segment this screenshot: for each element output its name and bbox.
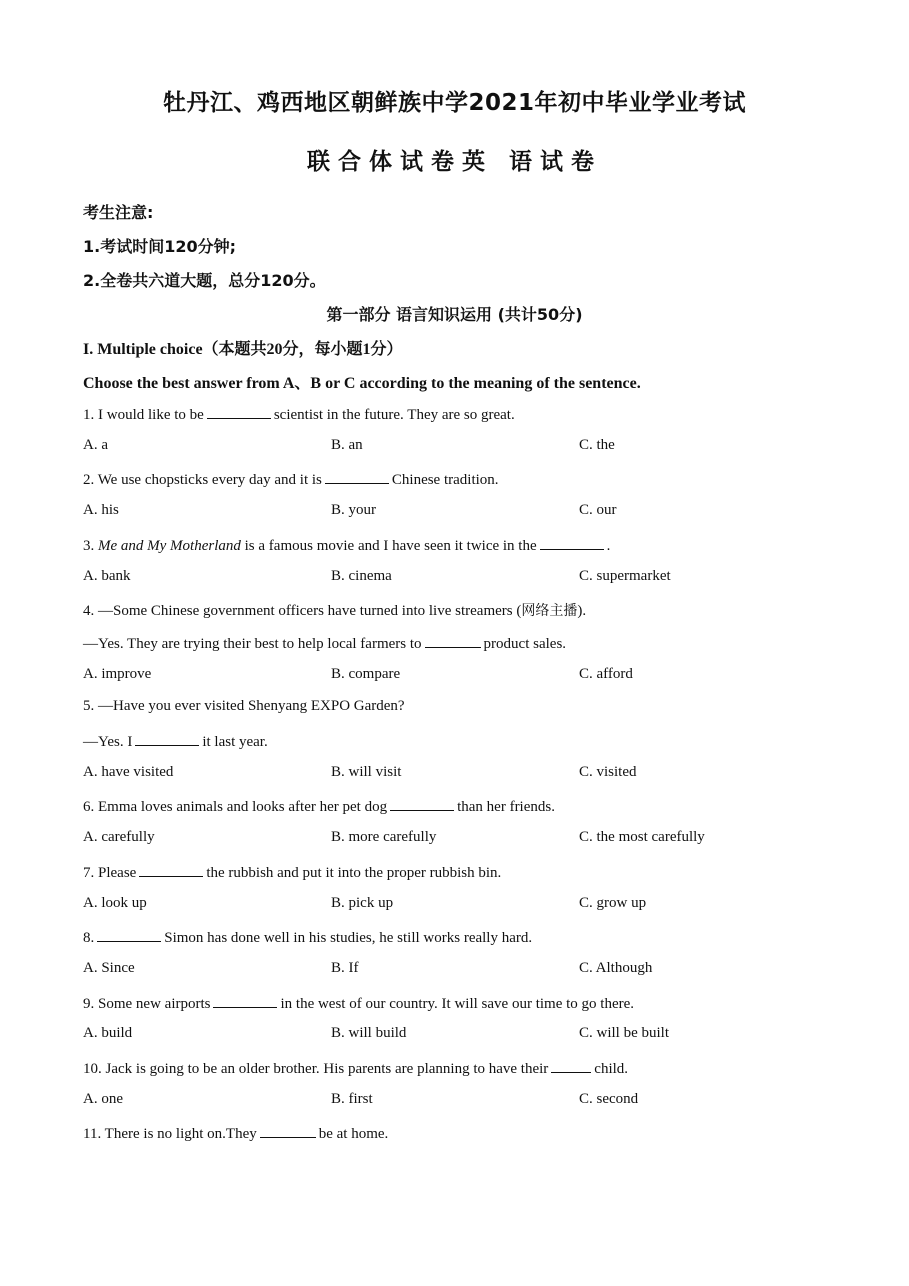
q9-option-a: A. build: [83, 1025, 133, 1041]
q10-option-c: C. second: [579, 1091, 639, 1107]
question-text: is a famous movie and I have seen it twice in the: [244, 538, 537, 554]
answer-blank: [207, 404, 271, 419]
q8-option-a: A. Since: [83, 960, 135, 976]
question-text: 4. —Some Chinese government officers have turned into live streamers (: [83, 603, 522, 619]
question-1: [83, 404, 515, 424]
answer-blank: [135, 731, 199, 746]
question-text: child.: [594, 1061, 629, 1077]
notice-item-2: 2.全卷共六道大题，总分120分。: [83, 271, 326, 290]
question-cjk-term: 网络主播: [521, 603, 578, 619]
question-text: 9. Some new airports: [83, 996, 211, 1012]
question-text: 10. Jack is going to be an older brother. His parents are planning to have their: [83, 1061, 549, 1077]
q1-option-c: C. the: [579, 437, 615, 453]
question-text: 2. We use chopsticks every day and it is: [83, 472, 322, 488]
question-text: Simon has done well in his studies, he still works really hard.: [164, 930, 533, 946]
q3-option-b: B. cinema: [331, 568, 392, 584]
q6-option-c: C. the most carefully: [579, 829, 705, 845]
question-number: 3.: [83, 538, 95, 554]
instruction: Choose the best answer from A、B or C according to the meaning of the sentence.: [83, 375, 641, 392]
question-2: [83, 469, 499, 489]
answer-blank: [551, 1058, 591, 1073]
answer-blank: [425, 633, 481, 648]
question-6: [83, 796, 555, 816]
q4-option-c: C. afford: [579, 666, 633, 682]
q6-option-b: B. more carefully: [331, 829, 437, 845]
question-text: —Yes. They are trying their best to help local farmers to: [83, 636, 422, 652]
question-text: 6. Emma loves animals and looks after her pet dog: [83, 799, 388, 815]
notice-item-1: 1.考试时间120分钟;: [83, 237, 237, 256]
q5-option-a: A. have visited: [83, 764, 174, 780]
answer-blank: [390, 796, 454, 811]
question-text: —Yes. I: [83, 734, 133, 750]
notice-heading: 考生注意:: [83, 203, 154, 222]
q8-option-c: C. Although: [579, 960, 653, 976]
q10-option-a: A. one: [83, 1091, 123, 1107]
q1-option-a: A. a: [83, 437, 108, 453]
question-7: [83, 862, 501, 882]
q2-option-c: C. our: [579, 502, 617, 518]
question-text: 1. I would like to be: [83, 407, 204, 423]
question-text: than her friends.: [457, 799, 555, 815]
answer-blank: [325, 469, 389, 484]
q5-option-c: C. visited: [579, 764, 637, 780]
answer-blank: [97, 927, 161, 942]
question-text: in the west of our country. It will save our time to go there.: [280, 996, 635, 1012]
q7-option-b: B. pick up: [331, 895, 394, 911]
question-4-reply: [83, 633, 566, 653]
q1-option-b: B. an: [331, 437, 363, 453]
q2-option-b: B. your: [331, 502, 376, 518]
q4-option-a: A. improve: [83, 666, 152, 682]
q10-option-b: B. first: [331, 1091, 373, 1107]
q5-option-b: B. will visit: [331, 764, 402, 780]
q2-option-a: A. his: [83, 502, 119, 518]
answer-blank: [139, 862, 203, 877]
question-text: 8.: [83, 930, 95, 946]
q3-option-a: A. bank: [83, 568, 131, 584]
question-text: 7. Please: [83, 865, 137, 881]
question-text: 11. There is no light on.They: [83, 1126, 257, 1142]
question-text: product sales.: [483, 636, 567, 652]
question-4: [83, 600, 586, 620]
exam-title-line2: 联合体试卷英 语试卷: [306, 149, 602, 175]
q7-option-c: C. grow up: [579, 895, 647, 911]
question-text: scientist in the future. They are so great.: [273, 407, 515, 423]
q8-option-b: B. If: [331, 960, 359, 976]
question-text: .: [606, 538, 611, 554]
question-text: the rubbish and put it into the proper rubbish bin.: [206, 865, 502, 881]
question-text: be at home.: [318, 1126, 389, 1142]
part-heading: 第一部分 语言知识运用 (共计50分): [326, 305, 583, 324]
movie-title: Me and My Motherland: [98, 538, 241, 554]
q3-option-c: C. supermarket: [579, 568, 671, 584]
question-text: it last year.: [202, 734, 268, 750]
question-8: [83, 927, 532, 947]
question-3: [83, 535, 610, 555]
question-text: ).: [577, 603, 587, 619]
section-heading: I. Multiple choice（本题共20分，每小题1分）: [83, 341, 403, 358]
answer-blank: [540, 535, 604, 550]
q9-option-c: C. will be built: [579, 1025, 669, 1041]
q9-option-b: B. will build: [331, 1025, 407, 1041]
question-text: Chinese tradition.: [391, 472, 499, 488]
question-5-reply: [83, 731, 268, 751]
q4-option-b: B. compare: [331, 666, 401, 682]
question-10: [83, 1058, 628, 1078]
question-11: [83, 1123, 388, 1143]
answer-blank: [213, 993, 277, 1008]
exam-title-line1: 牡丹江、鸡西地区朝鲜族中学2021年初中毕业学业考试: [162, 90, 746, 116]
answer-blank: [260, 1123, 316, 1138]
question-5: 5. —Have you ever visited Shenyang EXPO Garden?: [83, 698, 405, 714]
q7-option-a: A. look up: [83, 895, 147, 911]
question-9: [83, 993, 634, 1013]
q6-option-a: A. carefully: [83, 829, 155, 845]
